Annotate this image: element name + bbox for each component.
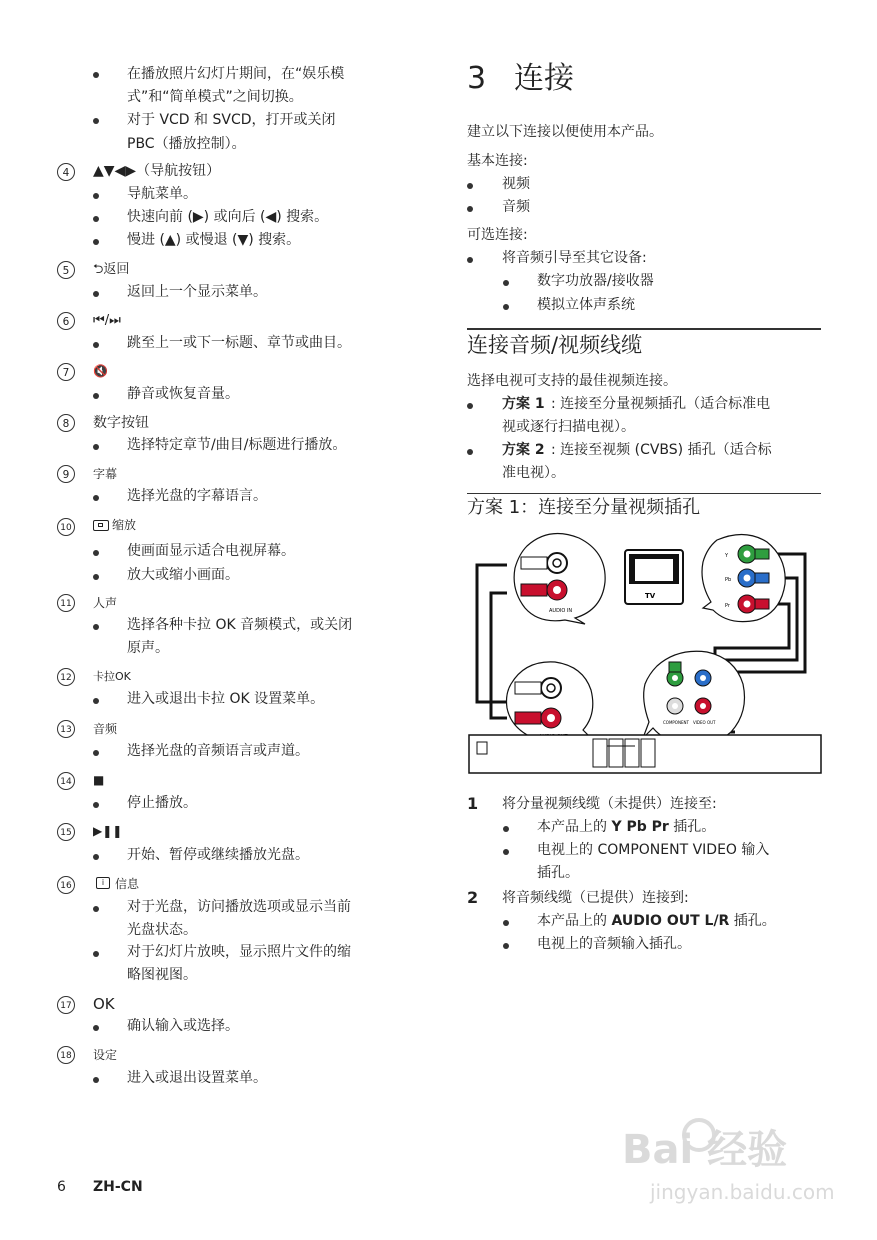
body-text: 放大或缩小画面。 <box>127 567 239 583</box>
bullet <box>93 854 99 860</box>
component-out-bubble <box>643 651 745 745</box>
bullet <box>467 449 473 455</box>
item-title: 字幕 <box>93 467 118 481</box>
bullet <box>503 920 509 926</box>
body-text: : 连接至分量视频插孔（适合标准电 <box>551 396 771 412</box>
chapter-number: 3 <box>467 61 487 96</box>
body-text: 对于光盘，访问播放选项或显示当前 <box>127 899 351 915</box>
body-text: 跳至上一或下一标题、章节或曲目。 <box>127 335 351 351</box>
body-text: 停止播放。 <box>127 795 197 811</box>
bullet <box>93 239 99 245</box>
bullet <box>503 280 509 286</box>
item-number-circle: 15 <box>57 823 75 841</box>
item-number-circle: 9 <box>57 465 75 483</box>
body-text: 返回上一个显示菜单。 <box>127 284 267 300</box>
section-rule <box>467 328 821 330</box>
watermark-url: jingyan.baidu.com <box>650 1180 835 1204</box>
mute-icon: 🔇 <box>93 364 108 378</box>
component-label: COMPONENT <box>663 720 689 725</box>
bullet <box>93 118 99 124</box>
item-title: OK <box>93 995 115 1013</box>
body-text: 选择各种卡拉 OK 音频模式，或关闭 <box>127 617 353 633</box>
item-number-circle: 14 <box>57 772 75 790</box>
item-number-circle: 16 <box>57 876 75 894</box>
item-title: 缩放 <box>112 518 137 532</box>
zoom-icon <box>93 520 109 531</box>
body-text: 本产品上的 AUDIO OUT L/R 插孔。 <box>537 913 776 929</box>
bullet <box>93 291 99 297</box>
body-text: 使画面显示适合电视屏幕。 <box>127 543 295 559</box>
item-title: 数字按钮 <box>93 415 149 431</box>
body-text: 将音频引导至其它设备: <box>502 250 647 266</box>
info-icon: i <box>96 877 110 889</box>
bullet <box>93 951 99 957</box>
bullet <box>503 826 509 832</box>
bullet <box>93 72 99 78</box>
bullet <box>503 849 509 855</box>
body-text: 式”和“简单模式”之间切换。 <box>127 89 303 105</box>
bullet <box>93 574 99 580</box>
intro-text: 建立以下连接以便使用本产品。 <box>467 124 663 140</box>
bullet <box>503 304 509 310</box>
bullet <box>93 216 99 222</box>
body-text: 数字功放器/接收器 <box>537 273 654 289</box>
bullet <box>467 257 473 263</box>
item-number-circle: 6 <box>57 312 75 330</box>
tv-label: TV <box>645 592 656 600</box>
body-text: 对于 VCD 和 SVCD，打开或关闭 <box>127 112 336 128</box>
body-text: PBC（播放控制）。 <box>127 136 246 152</box>
body-text: 本产品上的 Y Pb Pr 插孔。 <box>537 819 716 835</box>
optional-label: 可选连接: <box>467 227 528 243</box>
audio-in-label: AUDIO IN <box>549 608 573 614</box>
watermark-logo: Bai 经验 <box>622 1127 788 1173</box>
body-text: 选择光盘的音频语言或声道。 <box>127 743 309 759</box>
bullet <box>93 393 99 399</box>
bullet <box>93 624 99 630</box>
section-title: 连接音频/视频线缆 <box>467 333 643 357</box>
item-number-circle: 13 <box>57 720 75 738</box>
item-title: 人声 <box>93 596 118 610</box>
item-title: 信息 <box>115 877 140 891</box>
page-number: 6 <box>57 1179 66 1195</box>
bullet <box>93 1077 99 1083</box>
item-title: ▲▼◀▶（导航按钮） <box>93 163 221 179</box>
body-text: 静音或恢复音量。 <box>127 386 239 402</box>
step-text: 将分量视频线缆（未提供）连接至: <box>502 796 717 812</box>
audio-out-bubble <box>507 662 598 744</box>
body-text: 准电视）。 <box>502 465 565 481</box>
bullet <box>93 495 99 501</box>
body-text: 视或逐行扫描电视）。 <box>502 419 635 435</box>
item-title: ⏮/⏭ <box>93 313 121 328</box>
body-text: 进入或退出卡拉 OK 设置菜单。 <box>127 691 325 707</box>
bullet <box>93 802 99 808</box>
item-number-circle: 7 <box>57 363 75 381</box>
bullet <box>93 444 99 450</box>
item-title: 卡拉OK <box>93 670 131 683</box>
body-text: 光盘状态。 <box>127 922 197 938</box>
body-text: 视频 <box>502 176 530 192</box>
item-number-circle: 18 <box>57 1046 75 1064</box>
item-title: ⮌返回 <box>93 262 130 277</box>
video-out-label: VIDEO OUT <box>693 720 716 725</box>
body-text: 选择光盘的字幕语言。 <box>127 488 267 504</box>
body-text: : 连接至视频 (CVBS) 插孔（适合标 <box>551 442 772 458</box>
body-text: 原声。 <box>127 640 169 656</box>
body-text: 选择特定章节/曲目/标题进行播放。 <box>127 437 347 453</box>
bullet <box>93 750 99 756</box>
item-number-circle: 8 <box>57 414 75 432</box>
item-title: 设定 <box>93 1048 118 1062</box>
body-text: 开始、暂停或继续播放光盘。 <box>127 847 309 863</box>
body-text: 略图视图。 <box>127 967 197 983</box>
bullet <box>93 193 99 199</box>
bullet <box>93 342 99 348</box>
bullet <box>93 698 99 704</box>
item-title: 音频 <box>93 722 118 736</box>
connection-diagram <box>467 532 823 776</box>
body-text: 对于幻灯片放映，显示照片文件的缩 <box>127 944 351 960</box>
y-label: Y <box>725 553 729 559</box>
option-label: 方案 2 <box>502 442 545 458</box>
body-text: 确认输入或选择。 <box>127 1018 239 1034</box>
bullet <box>503 943 509 949</box>
body-text: 模拟立体声系统 <box>537 297 635 313</box>
body-text: 在播放照片幻灯片期间，在“娱乐模 <box>127 66 345 82</box>
item-number-circle: 5 <box>57 261 75 279</box>
item-number-circle: 11 <box>57 594 75 612</box>
item-number-circle: 12 <box>57 668 75 686</box>
step-number: 1 <box>467 794 479 813</box>
bullet <box>467 403 473 409</box>
body-text: 导航菜单。 <box>127 186 197 202</box>
bullet <box>93 550 99 556</box>
bullet <box>93 1025 99 1031</box>
chapter-title: 连接 <box>514 61 574 96</box>
item-number-circle: 17 <box>57 996 75 1014</box>
subsection-title: 方案 1：连接至分量视频插孔 <box>467 497 701 518</box>
body-text: 慢进 (▲) 或慢退 (▼) 搜索。 <box>127 232 301 248</box>
step-text: 将音频线缆（已提供）连接到: <box>502 890 689 906</box>
basic-label: 基本连接: <box>467 153 528 169</box>
language-code: ZH-CN <box>93 1179 143 1195</box>
bullet <box>467 206 473 212</box>
body-text: 电视上的 COMPONENT VIDEO 输入 <box>537 842 770 858</box>
step-number: 2 <box>467 888 479 907</box>
body-text: 快速向前 (▶) 或向后 (◀) 搜索。 <box>127 209 329 225</box>
bullet <box>467 183 473 189</box>
play-pause-icon: ▶❚❚ <box>93 824 123 838</box>
body-text: 插孔。 <box>537 865 579 881</box>
body-text: 进入或退出设置菜单。 <box>127 1070 267 1086</box>
bullet <box>93 906 99 912</box>
body-text: 音频 <box>502 199 530 215</box>
stop-icon: ■ <box>93 773 105 787</box>
item-number-circle: 10 <box>57 518 75 536</box>
body-text: 电视上的音频输入插孔。 <box>537 936 691 952</box>
item-number-circle: 4 <box>57 163 75 181</box>
subsection-rule <box>467 493 821 494</box>
pb-label: Pb <box>725 577 732 583</box>
pr-label: Pr <box>725 603 730 609</box>
option-label: 方案 1 <box>502 396 545 412</box>
section-intro: 选择电视可支持的最佳视频连接。 <box>467 373 677 389</box>
